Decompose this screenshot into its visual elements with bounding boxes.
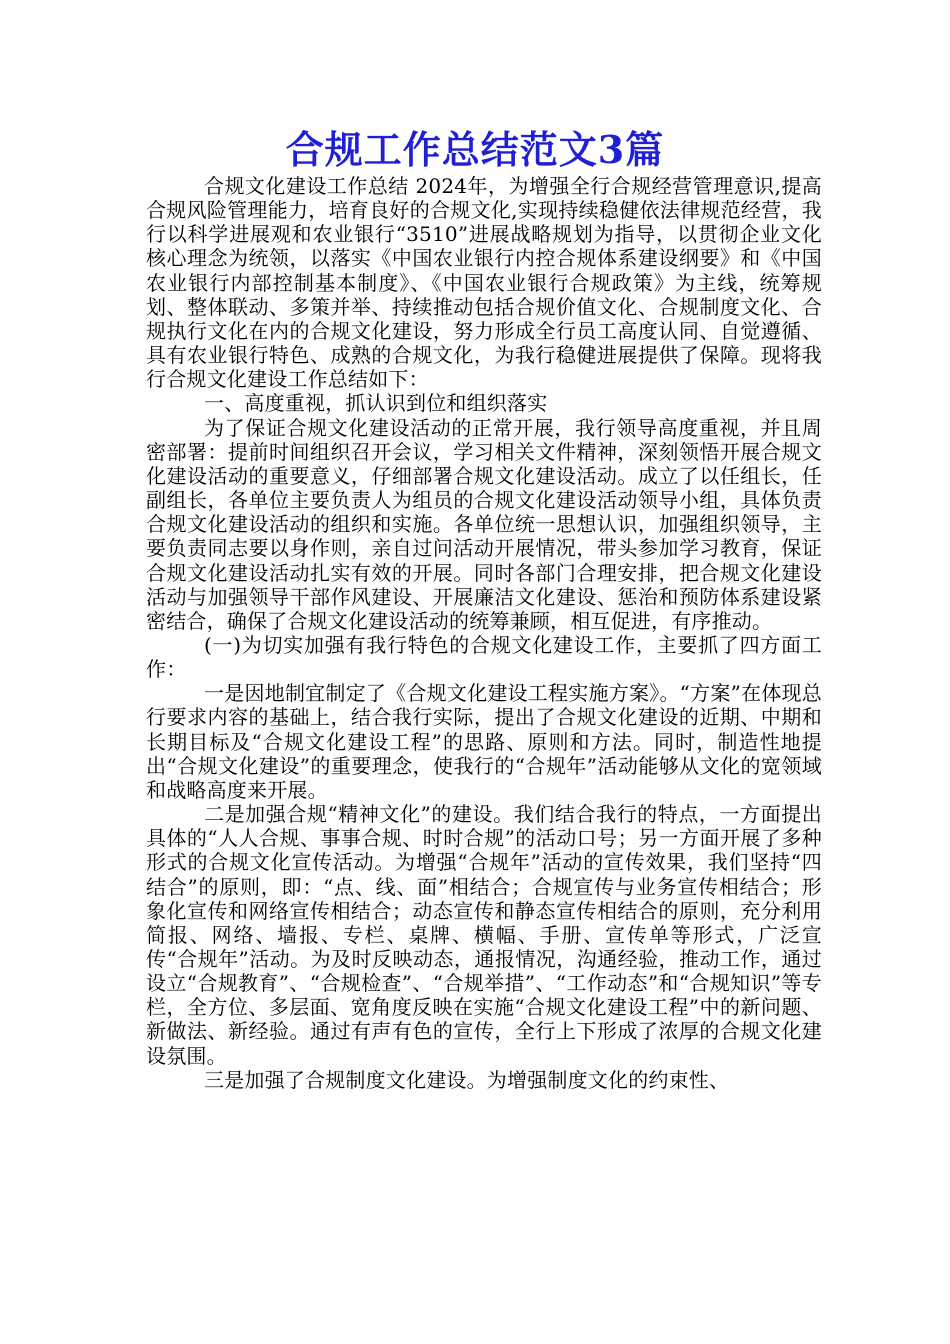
paragraph-point-1: 一是因地制宜制定了《合规文化建设工程实施方案》。“方案”在体现总行要求内容的基础上，结合我行实际，提出了合规文化建设的近期、中期和长期目标及“合规文化建设工程”的思路、原则和方法。同时，制造性地提出“合规文化建设”的重要理念，使我行的“合规年”活动能够从文化的宽领域和战略高度来开展。 bbox=[146, 681, 822, 802]
paragraph-point-3: 三是加强了合规制度文化建设。为增强制度文化的约束性、 bbox=[204, 1067, 730, 1092]
paragraph-point-2: 二是加强合规“精神文化”的建设。我们结合我行的特点，一方面提出具体的“人人合规、事事合规、时时合规”的活动口号；另一方面开展了多种形式的合规文化宣传活动。为增强“合规年”活动的宣传效果，我们坚持“四结合”的原则，即：“点、线、面”相结合；合规宣传与业务宣传相结合；形象化宣传和网络宣传相结合；动态宣传和静态宣传相结合的原则，充分利用简报、网络、墙报、专栏、桌牌、横幅、手册、宣传单等形式，广泛宣传“合规年”活动。为及时反映动态，通报情况，沟通经验，推动工作，通过设立“合规教育”、“合规检查”、“合规举措”、“工作动态”和“合规知识”等专栏，全方位、多层面、宽角度反映在实施“合规文化建设工程”中的新问题、新做法、新经验。通过有声有色的宣传，全行上下形成了浓厚的合规文化建设氛围。 bbox=[146, 802, 822, 1068]
document-body bbox=[146, 174, 822, 1092]
paragraph-organization: 为了保证合规文化建设活动的正常开展，我行领导高度重视，并且周密部署：提前时间组织召开会议，学习相关文件精神，深刻领悟开展合规文化建设活动的重要意义，仔细部署合规文化建设活动。成立了以任组长，任副组长，各单位主要负责人为组员的合规文化建设活动领导小组，具体负责合规文化建设活动的组织和实施。各单位统一思想认识，加强组织领导，主要负责同志要以身作则，亲自过问活动开展情况，带头参加学习教育，保证合规文化建设活动扎实有效的开展。同时各部门合理安排，把合规文化建设活动与加强领导干部作风建设、开展廉洁文化建设、惩治和预防体系建设紧密结合，确保了合规文化建设活动的统筹兼顾，相互促进，有序推动。 bbox=[146, 415, 822, 633]
section-heading-1: 一、高度重视，抓认识到位和组织落实 bbox=[204, 391, 548, 416]
document-title: 合规工作总结范文3篇 bbox=[285, 127, 665, 172]
paragraph-subheading-1: (一)为切实加强有我行特色的合规文化建设工作，主要抓了四方面工作： bbox=[146, 632, 822, 682]
paragraph-intro: 合规文化建设工作总结 2024年，为增强全行合规经营管理意识,提高合规风险管理能力，培育良好的合规文化,实现持续稳健依法律规范经营，我行以科学进展观和农业银行“3510”进展战略规划为指导，以贯彻企业文化核心理念为统领，以落实《中国农业银行内控合规体系建设纲要》和《中国农业银行内部控制基本制度》、《中国农业银行合规政策》为主线，统筹规划、整体联动、多策并举、持续推动包括合规价值文化、合规制度文化、合规执行文化在内的合规文化建设，努力形成全行员工高度认同、自觉遵循、具有农业银行特色、成熟的合规文化，为我行稳健进展提供了保障。现将我行合规文化建设工作总结如下： bbox=[146, 174, 822, 392]
